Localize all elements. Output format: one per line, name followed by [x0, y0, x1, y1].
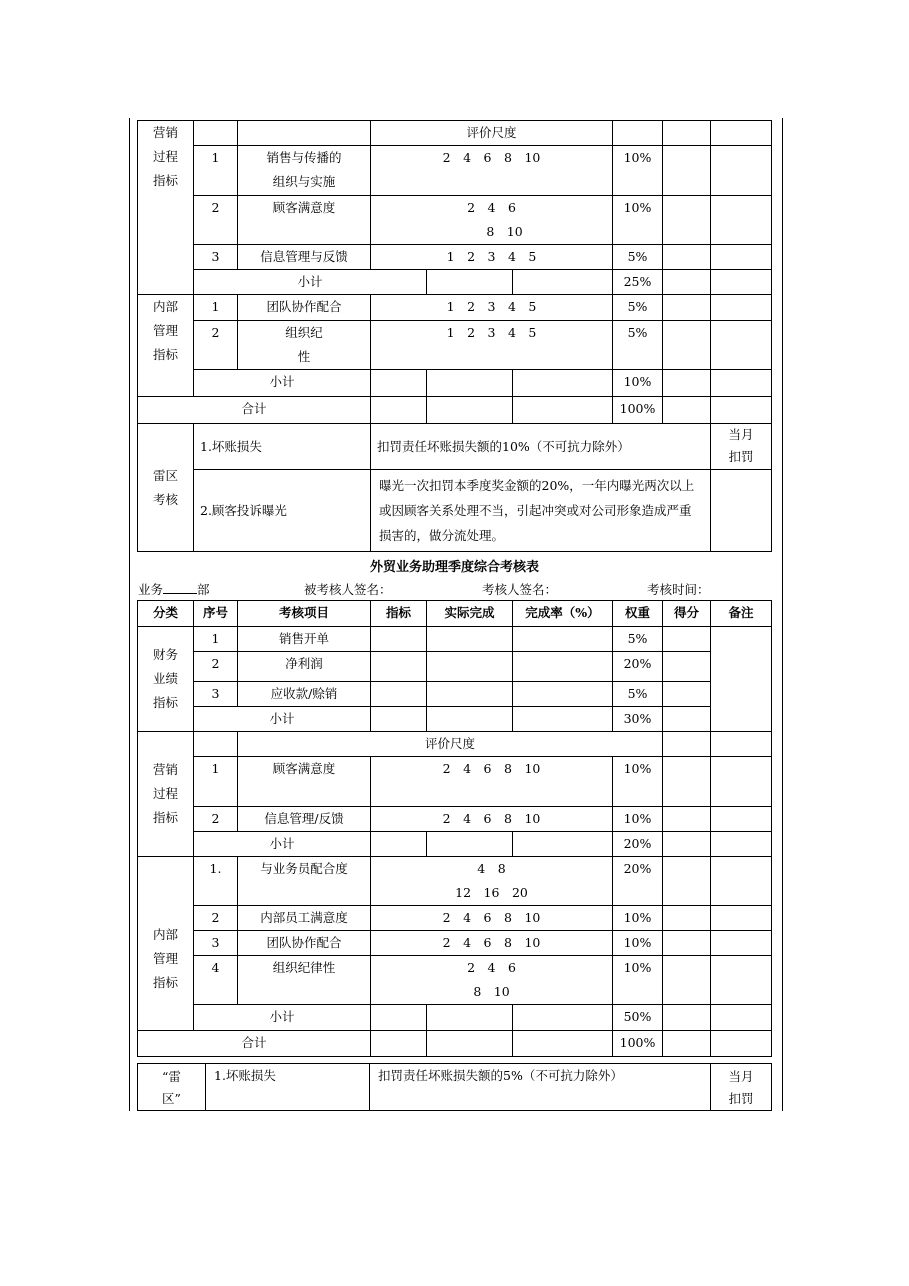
item-name: 组织纪律性 [238, 956, 371, 1005]
item-name: 净利润 [238, 652, 371, 682]
remarks-cell [711, 732, 772, 757]
item-name: 信息管理与反馈 [238, 245, 371, 270]
header-indicator: 指标 [371, 601, 427, 627]
category-finance: 财务 业绩 指标 [138, 627, 194, 732]
empty-cell [513, 270, 613, 295]
remarks-cell[interactable] [711, 807, 772, 832]
weight: 5% [613, 627, 663, 652]
department-blank[interactable] [163, 581, 197, 594]
actual-cell[interactable] [427, 707, 513, 732]
empty-cell [427, 270, 513, 295]
mine-note [711, 470, 772, 552]
row-number: 3 [194, 245, 238, 270]
weight: 5% [613, 295, 663, 321]
score-cell [663, 245, 711, 270]
mine-description: 扣罚责任坏账损失额的5%（不可抗力除外） [370, 1064, 711, 1111]
item-name: 团队协作配合 [238, 295, 371, 321]
empty-cell [427, 370, 513, 397]
rate-cell[interactable] [513, 627, 613, 652]
total-label: 合计 [138, 397, 371, 424]
row-number: 4 [194, 956, 238, 1005]
weight: 5% [613, 321, 663, 370]
header-score: 得分 [663, 601, 711, 627]
indicator-cell[interactable] [371, 682, 427, 707]
score-cell[interactable] [663, 832, 711, 857]
page-frame-left [129, 118, 130, 1111]
score-cell [663, 295, 711, 321]
score-cell [663, 732, 711, 757]
empty-cell [427, 1005, 513, 1031]
remarks-cell[interactable] [711, 857, 772, 906]
mine-description: 曝光一次扣罚本季度奖金额的20%，一年内曝光两次以上或因顾客关系处理不当，引起冲突或对公司形象造成严重损害的，做分流处理。 [371, 470, 711, 552]
scale-values: 2 4 6 8 10 [371, 196, 613, 245]
weight: 10% [613, 807, 663, 832]
score-cell [663, 146, 711, 196]
row-number: 2 [194, 906, 238, 931]
rate-cell[interactable] [513, 707, 613, 732]
weight: 5% [613, 682, 663, 707]
score-cell[interactable] [663, 956, 711, 1005]
score-cell[interactable] [663, 857, 711, 906]
indicator-cell[interactable] [371, 627, 427, 652]
subtotal-label: 小计 [194, 370, 371, 397]
note-cell [711, 295, 772, 321]
remarks-cell[interactable] [711, 931, 772, 956]
subtotal-weight: 50% [613, 1005, 663, 1031]
row-number: 2 [194, 652, 238, 682]
form-title: 外贸业务助理季度综合考核表 [369, 560, 539, 575]
subtotal-label: 小计 [194, 270, 427, 295]
total-label: 合计 [138, 1031, 371, 1057]
assessment-time-label: 考核时间： [647, 582, 710, 597]
weight: 10% [613, 931, 663, 956]
header-item: 考核项目 [238, 601, 371, 627]
remarks-cell[interactable] [711, 956, 772, 1005]
empty-cell [513, 1005, 613, 1031]
empty-cell [513, 832, 613, 857]
row-number: 3 [194, 682, 238, 707]
subtotal-weight: 10% [613, 370, 663, 397]
empty-cell [663, 121, 711, 146]
note-cell [711, 196, 772, 245]
empty-cell [371, 397, 427, 424]
category-marketing: 营销 过程 指标 [138, 732, 194, 857]
note-cell [711, 321, 772, 370]
weight: 10% [613, 196, 663, 245]
row-number: 1 [194, 757, 238, 807]
weight: 10% [613, 146, 663, 196]
header-number: 序号 [194, 601, 238, 627]
scale-header: 评价尺度 [238, 732, 663, 757]
score-cell [663, 397, 711, 424]
empty-cell [194, 732, 238, 757]
empty-cell [194, 121, 238, 146]
subtotal-label: 小计 [194, 1005, 371, 1031]
weight: 5% [613, 245, 663, 270]
actual-cell[interactable] [427, 652, 513, 682]
category-internal: 内部 管理 指标 [138, 295, 194, 397]
subtotal-weight: 20% [613, 832, 663, 857]
subtotal-label: 小计 [194, 832, 371, 857]
item-name: 应收款/赊销 [238, 682, 371, 707]
mine-note: 当月 扣罚 [711, 1064, 772, 1111]
remarks-cell[interactable] [711, 627, 772, 732]
score-cell[interactable] [663, 682, 711, 707]
score-cell [663, 321, 711, 370]
header-remarks: 备注 [711, 601, 772, 627]
header-row [138, 601, 772, 627]
note-cell [711, 146, 772, 196]
rate-cell[interactable] [513, 682, 613, 707]
item-name: 与业务员配合度 [238, 857, 371, 906]
total-weight: 100% [613, 1031, 663, 1057]
row-number: 1. [194, 857, 238, 906]
evaluation-table-continued [137, 120, 772, 552]
indicator-cell[interactable] [371, 652, 427, 682]
item-name: 销售开单 [238, 627, 371, 652]
examiner-signature-label: 考核人签名： [482, 582, 558, 597]
score-cell[interactable] [663, 807, 711, 832]
empty-cell [371, 1031, 427, 1057]
empty-cell [427, 397, 513, 424]
weight: 10% [613, 906, 663, 931]
page-frame-right [782, 118, 783, 1111]
mine-note: 当月 扣罚 [711, 424, 772, 470]
score-cell[interactable] [663, 906, 711, 931]
category-mine-zone: “雷 区” [138, 1064, 206, 1111]
row-number: 2 [194, 196, 238, 245]
mine-item: 1.坏账损失 [194, 424, 371, 470]
empty-cell [513, 370, 613, 397]
actual-cell[interactable] [427, 682, 513, 707]
rate-cell[interactable] [513, 652, 613, 682]
weight: 20% [613, 857, 663, 906]
empty-cell [427, 832, 513, 857]
subtotal-label: 小计 [194, 707, 371, 732]
item-name: 顾客满意度 [238, 196, 371, 245]
score-cell[interactable] [663, 1005, 711, 1031]
remarks-cell[interactable] [711, 1031, 772, 1057]
empty-cell [427, 1031, 513, 1057]
row-number: 3 [194, 931, 238, 956]
scale-header: 评价尺度 [371, 121, 613, 146]
subtotal-weight: 25% [613, 270, 663, 295]
empty-cell [513, 397, 613, 424]
note-cell [711, 270, 772, 295]
row-number: 1 [194, 627, 238, 652]
mine-zone-table [137, 1063, 772, 1111]
mine-description: 扣罚责任坏账损失额的10%（不可抗力除外） [371, 424, 711, 470]
weight: 20% [613, 652, 663, 682]
row-number: 1 [194, 295, 238, 321]
scale-values: 2 4 6 8 10 [371, 931, 613, 956]
row-number: 2 [194, 807, 238, 832]
score-cell[interactable] [663, 652, 711, 682]
remarks-cell[interactable] [711, 1005, 772, 1031]
item-name: 组织纪 性 [238, 321, 371, 370]
remarks-cell[interactable] [711, 757, 772, 807]
item-name: 销售与传播的 组织与实施 [238, 146, 371, 196]
row-number: 2 [194, 321, 238, 370]
row-number: 1 [194, 146, 238, 196]
scale-values: 1 2 3 4 5 [371, 295, 613, 321]
scale-values: 2 4 6 8 10 [371, 146, 613, 196]
empty-cell [711, 121, 772, 146]
score-cell [663, 370, 711, 397]
category-marketing: 营销 过程 指标 [138, 121, 194, 295]
scale-values: 1 2 3 4 5 [371, 321, 613, 370]
scale-values: 1 2 3 4 5 [371, 245, 613, 270]
empty-cell [238, 121, 371, 146]
indicator-cell[interactable] [371, 707, 427, 732]
remarks-cell[interactable] [711, 906, 772, 931]
item-name: 团队协作配合 [238, 931, 371, 956]
note-cell [711, 245, 772, 270]
header-weight: 权重 [613, 601, 663, 627]
item-name: 内部员工满意度 [238, 906, 371, 931]
empty-cell [371, 1005, 427, 1031]
header-completion-rate: 完成率（%） [513, 601, 613, 627]
scale-values: 2 4 6 8 10 [371, 956, 613, 1005]
category-internal: 内部 管理 指标 [138, 857, 194, 1031]
scale-values: 2 4 6 8 10 [371, 807, 613, 832]
quarterly-assessment-table [137, 600, 772, 1057]
score-cell[interactable] [663, 757, 711, 807]
department-field: 业务 部 [138, 582, 210, 597]
empty-cell [613, 121, 663, 146]
score-cell[interactable] [663, 707, 711, 732]
subtotal-weight: 30% [613, 707, 663, 732]
scale-values: 4 8 12 16 20 [371, 857, 613, 906]
scale-values: 2 4 6 8 10 [371, 906, 613, 931]
empty-cell [513, 1031, 613, 1057]
note-cell [711, 370, 772, 397]
score-cell[interactable] [663, 627, 711, 652]
weight: 10% [613, 757, 663, 807]
total-weight: 100% [613, 397, 663, 424]
item-name: 顾客满意度 [238, 757, 371, 807]
score-cell [663, 270, 711, 295]
actual-cell[interactable] [427, 627, 513, 652]
item-name: 信息管理/反馈 [238, 807, 371, 832]
header-category: 分类 [138, 601, 194, 627]
empty-cell [371, 370, 427, 397]
empty-cell [371, 832, 427, 857]
score-cell [663, 196, 711, 245]
category-mine-zone: 雷区 考核 [138, 424, 194, 552]
mine-item: 2.顾客投诉曝光 [194, 470, 371, 552]
header-actual: 实际完成 [427, 601, 513, 627]
score-cell[interactable] [663, 1031, 711, 1057]
remarks-cell[interactable] [711, 832, 772, 857]
examinee-signature-label: 被考核人签名： [304, 582, 392, 597]
mine-item: 1.坏账损失 [206, 1064, 370, 1111]
score-cell[interactable] [663, 931, 711, 956]
weight: 10% [613, 956, 663, 1005]
note-cell [711, 397, 772, 424]
scale-values: 2 4 6 8 10 [371, 757, 613, 807]
